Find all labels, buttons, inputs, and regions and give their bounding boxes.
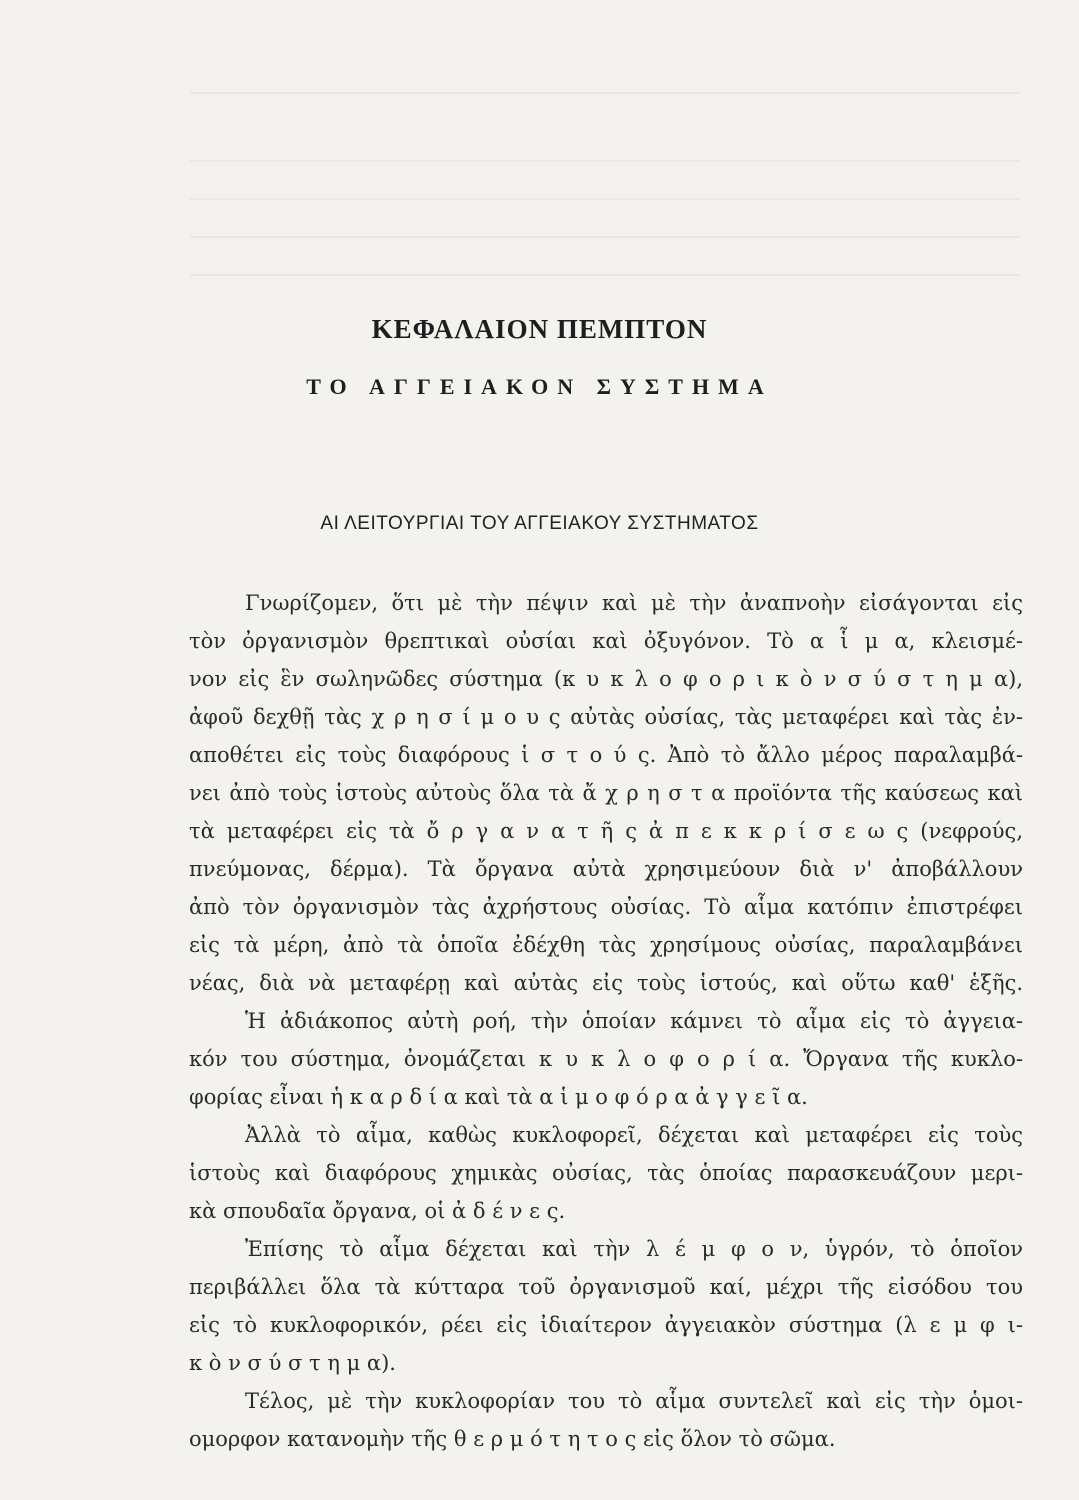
- bleed-through-line: [190, 274, 1020, 276]
- text-line: κὰ σπουδαῖα ὄργανα, οἱ ἀ δ έ ν ε ς.: [189, 1199, 566, 1223]
- bleed-through-line: [190, 160, 1020, 162]
- text-line: εἰς τὸ κυκλοφορικόν, ρέει εἰς ἰδιαίτερον ἀγγειακὸν σύστημα (λ ε μ φ ι-: [189, 1313, 1023, 1337]
- text-line: ομορφον κατανομὴν τῆς θ ε ρ μ ό τ η τ ο ς εἰς ὅλον τὸ σῶμα.: [189, 1427, 836, 1451]
- text-line: νον εἰς ἓν σωληνῶδες σύστημα (κ υ κ λ ο φ ο ρ ι κ ὸ ν σ ύ σ τ η μ α),: [189, 667, 1023, 691]
- text-line: φορίας εἶναι ἡ κ α ρ δ ί α καὶ τὰ α ἱ μ ο φ ό ρ α ἀ γ γ ε ῖ α.: [189, 1085, 808, 1109]
- text-line: ἱστοὺς καὶ διαφόρους χημικὰς οὐσίας, τὰς ὁποίας παρασκευάζουν μερι-: [189, 1161, 1023, 1185]
- text-line: νει ἀπὸ τοὺς ἱστοὺς αὐτοὺς ὅλα τὰ ἄ χ ρ η σ τ α προϊόντα τῆς καύσεως καὶ: [189, 781, 1023, 805]
- text-line: τὰ μεταφέρει εἰς τὰ ὄ ρ γ α ν α τ ῆ ς ἀ π ε κ κ ρ ί σ ε ω ς (νεφρούς,: [189, 819, 1023, 843]
- text-line: αποθέτει εἰς τοὺς διαφόρους ἱ σ τ ο ύ ς. Ἀπὸ τὸ ἄλλο μέρος παραλαμβά-: [189, 743, 1023, 767]
- text-line: κ ὸ ν σ ύ σ τ η μ α).: [189, 1351, 396, 1375]
- text-line: Ἡ ἀδιάκοπος αὐτὴ ροή, τὴν ὁποίαν κάμνει τὸ αἷμα εἰς τὸ ἀγγεια-: [245, 1009, 1023, 1033]
- text-line: ἀπὸ τὸν ὀργανισμὸν τὰς ἀχρήστους οὐσίας. Τὸ αἷμα κατόπιν ἐπιστρέφει: [189, 895, 1023, 919]
- text-line: Τέλος, μὲ τὴν κυκλοφορίαν του τὸ αἷμα συντελεῖ καὶ εἰς τὴν ὁμοι-: [245, 1389, 1023, 1413]
- system-title: ΤΟ ΑΓΓΕΙΑΚΟΝ ΣΥΣΤΗΜΑ: [306, 374, 773, 399]
- text-line: ἀφοῦ δεχθῇ τὰς χ ρ η σ ί μ ο υ ς αὐτὰς οὐσίας, τὰς μεταφέρει καὶ τὰς ἐν-: [189, 705, 1023, 729]
- text-line: Γνωρίζομεν, ὅτι μὲ τὴν πέψιν καὶ μὲ τὴν ἀναπνοὴν εἰσάγονται εἰς: [245, 591, 1023, 615]
- text-line: τὸν ὀργανισμὸν θρεπτικαὶ οὐσίαι καὶ ὀξυγόνον. Τὸ α ἷ μ α, κλεισμέ-: [189, 629, 1023, 653]
- chapter-title: ΚΕΦΑΛΑΙΟΝ ΠΕΜΠΤΟΝ: [371, 314, 708, 344]
- text-line: περιβάλλει ὅλα τὰ κύτταρα τοῦ ὀργανισμοῦ καί, μέχρι τῆς εἰσόδου του: [189, 1275, 1023, 1299]
- body-text: [189, 584, 1023, 1458]
- bleed-through-rule: [190, 92, 1020, 94]
- text-line: νέας, διὰ νὰ μεταφέρῃ καὶ αὐτὰς εἰς τοὺς ἱστούς, καὶ οὕτω καθ' ἑξῆς.: [189, 971, 1023, 995]
- text-line: κόν του σύστημα, ὀνομάζεται κ υ κ λ ο φ ο ρ ί α. Ὄργανα τῆς κυκλο-: [189, 1047, 1023, 1071]
- bleed-through-line: [190, 236, 1020, 238]
- text-line: εἰς τὰ μέρη, ἀπὸ τὰ ὁποῖα ἐδέχθη τὰς χρησίμους οὐσίας, παραλαμβάνει: [189, 933, 1023, 957]
- text-line: Ἐπίσης τὸ αἷμα δέχεται καὶ τὴν λ έ μ φ ο ν, ὑγρόν, τὸ ὁποῖον: [245, 1237, 1023, 1261]
- section-title: ΑΙ ΛΕΙΤΟΥΡΓΙΑΙ ΤΟΥ ΑΓΓΕΙΑΚΟΥ ΣΥΣΤΗΜΑΤΟΣ: [320, 513, 759, 534]
- text-line: πνεύμονας, δέρμα). Τὰ ὄργανα αὐτὰ χρησιμεύουν διὰ ν' ἀποβάλλουν: [189, 857, 1023, 881]
- text-line: Ἀλλὰ τὸ αἷμα, καθὼς κυκλοφορεῖ, δέχεται καὶ μεταφέρει εἰς τοὺς: [245, 1123, 1023, 1147]
- bleed-through-line: [190, 198, 1020, 200]
